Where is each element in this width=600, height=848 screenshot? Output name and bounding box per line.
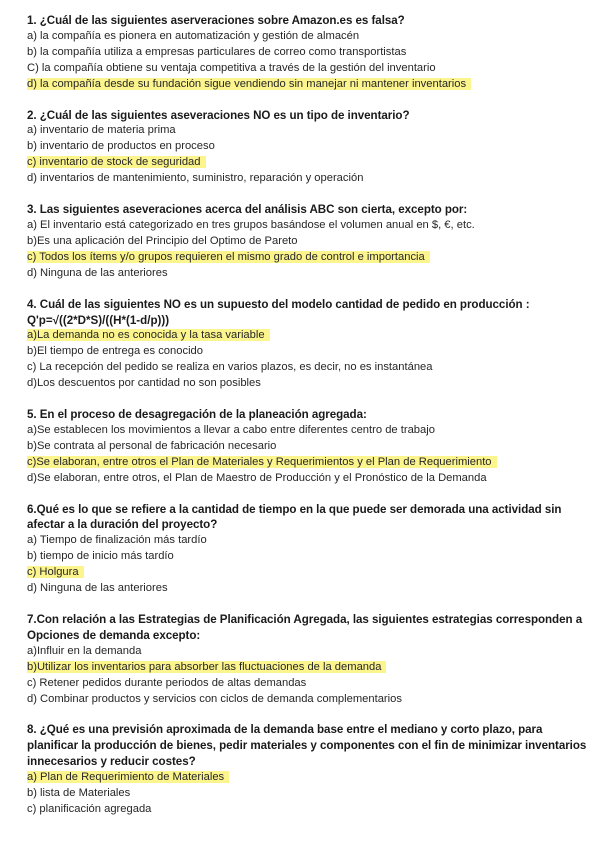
answer-highlight: c) Todos los ítems y/o grupos requieren el mismo grado de control e importancia <box>27 251 430 263</box>
answer-highlight: d) la compañía desde su fundación sigue vendiendo sin manejar ni mantener inventarios <box>27 78 471 90</box>
answer-highlight: a) Plan de Requerimiento de Materiales <box>27 771 229 783</box>
question-6 <box>27 502 593 597</box>
question-4 <box>27 297 593 392</box>
option-c-answer <box>27 250 593 266</box>
option-c: c) planificación agregada <box>27 802 152 815</box>
question-1 <box>27 13 593 93</box>
answer-highlight: b)Utilizar los inventarios para absorber las fluctuaciones de la demanda <box>27 661 386 673</box>
question-title: 5. En el proceso de desagregación de la planeación agregada: <box>27 408 367 422</box>
option-a: a)Se establecen los movimientos a llevar a cabo entre diferentes centro de trabajo <box>27 423 435 436</box>
option-c-answer <box>27 565 593 581</box>
option-b-answer <box>27 660 593 676</box>
answer-highlight: c) inventario de stock de seguridad <box>27 156 206 168</box>
option-b: b) lista de Materiales <box>27 787 131 800</box>
option-d: d) Combinar productos y servicios con ciclos de demanda complementarios <box>27 692 402 705</box>
option-b: b)Se contrata al personal de fabricación necesario <box>27 439 277 452</box>
question-3 <box>27 202 593 282</box>
option-a: a) Tiempo de finalización más tardío <box>27 534 207 547</box>
question-title: 4. Cuál de las siguientes NO es un supuesto del modelo cantidad de pedido en producción : <box>27 297 530 311</box>
question-8 <box>27 722 593 817</box>
option-d-answer <box>27 77 593 93</box>
answer-highlight: a)La demanda no es conocida y la tasa variable <box>27 329 270 341</box>
option-b: b) tiempo de inicio más tardío <box>27 550 174 563</box>
option-a-answer <box>27 328 593 344</box>
question-title: 7.Con relación a las Estrategias de Planificación Agregada, las siguientes estrategias corresponden a Opciones de demanda excepto: <box>27 613 583 642</box>
option-c: C) la compañía obtiene su ventaja competitiva a través de la gestión del inventario <box>27 61 436 74</box>
option-c: c) La recepción del pedido se realiza en varios plazos, es decir, no es instantánea <box>27 361 433 374</box>
option-c: c) Retener pedidos durante periodos de altas demandas <box>27 676 307 689</box>
question-title: 8. ¿Qué es una previsión aproximada de la demanda base entre el mediano y corto plazo, para planificar la producción de bienes, pedir materiales y componentes con el fin de minimizar inventarios innecesarios y reducir costes? <box>27 723 587 769</box>
option-a-answer <box>27 770 593 786</box>
formula: Q'p=√((2*D*S)/((H*(1-d/p))) <box>27 313 170 327</box>
answer-highlight: c) Holgura <box>27 566 84 578</box>
option-b: b) la compañía utiliza a empresas particulares de correo como transportistas <box>27 45 407 58</box>
option-b: b)El tiempo de entrega es conocido <box>27 345 204 358</box>
option-c-answer <box>27 455 593 471</box>
question-2 <box>27 108 593 188</box>
question-title: 1. ¿Cuál de las siguientes aserveraciones sobre Amazon.es es falsa? <box>27 14 405 27</box>
quiz-document <box>27 13 593 833</box>
option-d: d) inventarios de mantenimiento, suministro, reparación y operación <box>27 172 364 185</box>
question-title: 6.Qué es lo que se refiere a la cantidad de tiempo en la que puede ser demorada una actividad sin afectar a la duración del proyecto? <box>27 502 562 532</box>
option-a: a) El inventario está categorizado en tres grupos basándose el volumen anual en $, €, etc. <box>27 218 475 231</box>
option-b: b) inventario de productos en proceso <box>27 140 215 153</box>
option-d: d) Ninguna de las anteriores <box>27 582 168 595</box>
question-5 <box>27 407 593 487</box>
question-title: 2. ¿Cuál de las siguientes aseveraciones NO es un tipo de inventario? <box>27 108 410 122</box>
option-d: d)Se elaboran, entre otros, el Plan de Maestro de Producción y el Pronóstico de la Demanda <box>27 471 487 484</box>
option-d: d) Ninguna de las anteriores <box>27 266 168 279</box>
question-title: 3. Las siguientes aseveraciones acerca del análisis ABC son cierta, excepto por: <box>27 203 468 217</box>
option-b: b)Es una aplicación del Principio del Optimo de Pareto <box>27 234 298 247</box>
option-a: a) inventario de materia prima <box>27 124 176 137</box>
option-a: a)Influir en la demanda <box>27 644 142 657</box>
option-d: d)Los descuentos por cantidad no son posibles <box>27 377 261 390</box>
question-7 <box>27 612 593 707</box>
option-c-answer <box>27 155 593 171</box>
option-a: a) la compañía es pionera en automatización y gestión de almacén <box>27 29 360 42</box>
answer-highlight: c)Se elaboran, entre otros el Plan de Materiales y Requerimientos y el Plan de Requerimiento <box>27 456 497 468</box>
